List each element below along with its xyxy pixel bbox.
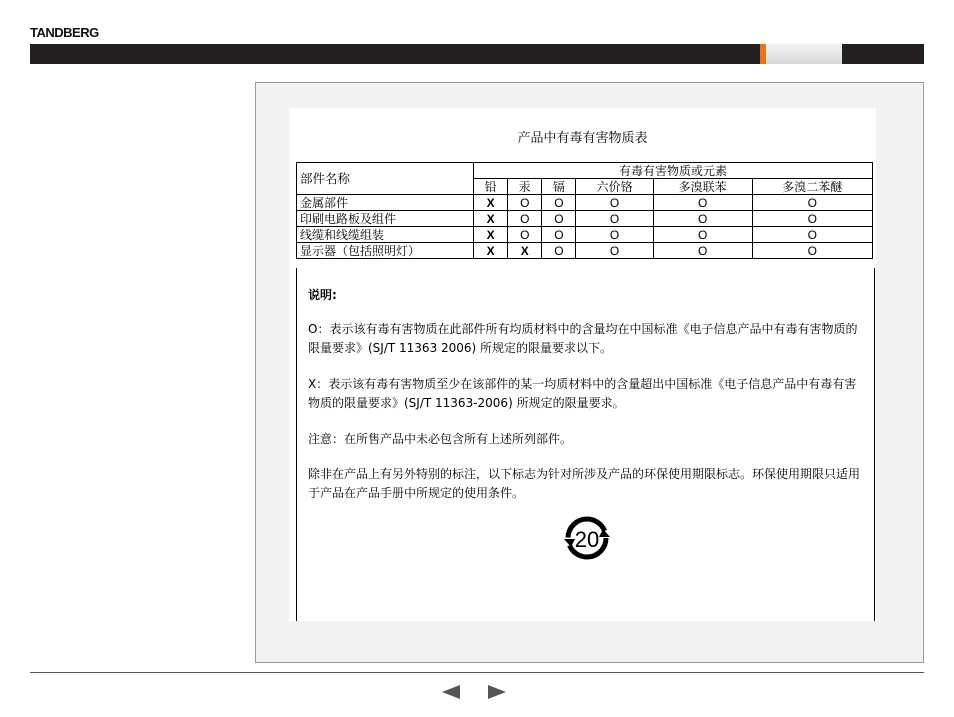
table-cell: O: [752, 243, 872, 259]
right-arrow-icon: [486, 683, 508, 701]
column-header: 汞: [508, 179, 542, 195]
column-header: 多溴二苯醚: [752, 179, 872, 195]
table-cell: O: [653, 227, 752, 243]
table-row: [297, 227, 873, 243]
table-cell: O: [752, 195, 872, 211]
table-cell: X: [474, 243, 508, 259]
table-cell: X: [474, 195, 508, 211]
notes-title: 说明:: [308, 288, 337, 302]
recycle-arrows-circle-icon: [562, 513, 622, 573]
table-cell: O: [653, 243, 752, 259]
substance-group-header: 有毒有害物质或元素: [474, 163, 873, 179]
table-row: [297, 211, 873, 227]
prev-page-button[interactable]: [440, 683, 462, 701]
table-header-row: [297, 163, 873, 179]
next-page-button[interactable]: [486, 683, 508, 701]
table-row: [297, 195, 873, 211]
column-header: 多溴联苯: [653, 179, 752, 195]
brand-logo: TANDBERG: [30, 25, 99, 40]
table-cell: O: [752, 227, 872, 243]
table-cell: O: [542, 195, 576, 211]
left-arrow-icon: [440, 683, 462, 701]
table-row: [297, 243, 873, 259]
table-cell: O: [576, 227, 653, 243]
table-cell: O: [508, 195, 542, 211]
part-name: 线缆和线缆组装: [297, 227, 474, 243]
note-epup-statement: 除非在产品上有另外特别的标注，以下标志为针对所涉及产品的环保使用期限标志。环保使用期限只适用于产品在产品手册中所规定的使用条件。: [308, 467, 861, 500]
active-tab[interactable]: [766, 44, 842, 64]
table-cell: O: [542, 211, 576, 227]
table-cell: O: [752, 211, 872, 227]
column-header: 铅: [474, 179, 508, 195]
table-cell: O: [653, 211, 752, 227]
table-cell: O: [653, 195, 752, 211]
table-cell: O: [576, 243, 653, 259]
table-cell: O: [508, 227, 542, 243]
hazardous-substance-table: [296, 162, 873, 259]
part-name: 金属部件: [297, 195, 474, 211]
top-bar: [30, 44, 924, 64]
note-o-explanation: O：表示该有毒有害物质在此部件所有均质材料中的含量均在中国标准《电子信息产品中有毒有害物质的限量要求》(SJ/T 11363 2006) 所规定的限量要求以下。: [308, 322, 858, 355]
table-cell: X: [508, 243, 542, 259]
part-name: 印刷电路板及组件: [297, 211, 474, 227]
table-cell: O: [576, 211, 653, 227]
table-cell: O: [508, 211, 542, 227]
table-cell: X: [474, 211, 508, 227]
part-name: 显示器（包括照明灯）: [297, 243, 474, 259]
epup-number: 20: [574, 527, 600, 552]
table-cell: O: [542, 227, 576, 243]
document-title: 产品中有毒有害物质表: [517, 131, 648, 146]
document-page: [289, 108, 876, 621]
table-cell: X: [474, 227, 508, 243]
table-cell: O: [576, 195, 653, 211]
notes-section: [296, 268, 875, 621]
note-x-explanation: X：表示该有毒有害物质至少在该部件的某一均质材料中的含量超出中国标准《电子信息产品中有毒有害物质的限量要求》(SJ/T 11363-2006) 所规定的限量要求。: [308, 377, 857, 410]
column-header: 镉: [542, 179, 576, 195]
note-caution: 注意：在所售产品中未必包含所有上述所列部件。: [308, 432, 573, 446]
part-name-header: 部件名称: [297, 163, 474, 195]
footer-divider: [30, 672, 924, 673]
column-header: 六价铬: [576, 179, 653, 195]
table-cell: O: [542, 243, 576, 259]
